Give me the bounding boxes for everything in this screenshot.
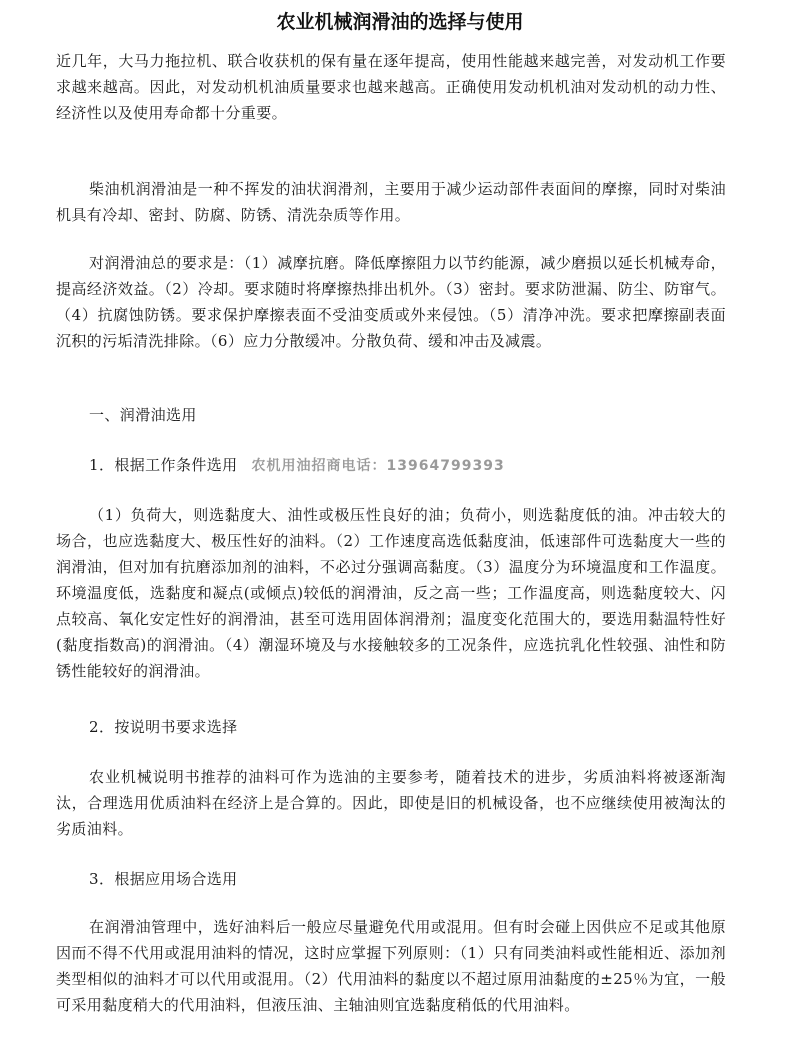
- sub2-heading: 2．按说明书要求选择: [89, 718, 238, 736]
- intro-paragraph: 近几年，大马力拖拉机、联合收获机的保有量在逐年提高，使用性能越来越完善，对发动机工作要求越来越高。因此，对发动机机油质量要求也越来越高。正确使用发动机机油对发动机的动力性、经济性以及使用寿命都十分重要。: [56, 52, 726, 122]
- document-title: 农业机械润滑油的选择与使用: [276, 11, 524, 33]
- sub2-body: 农业机械说明书推荐的油料可作为选油的主要参考，随着技术的进步，劣质油料将被逐渐淘汰，合理选用优质油料在经济上是合算的。因此，即使是旧的机械设备，也不应继续使用被淘汰的劣质油料。: [56, 768, 726, 838]
- sub3-body: 在润滑油管理中，选好油料后一般应尽量避免代用或混用。但有时会碰上因供应不足或其他原因而不得不代用或混用油料的情况，这时应掌握下列原则：（1）只有同类油料或性能相近、添加剂类型相似的油料才可以代用或混用。（2）代用油料的黏度以不超过原用油黏度的±25％为宜，一般可采用黏度稍大的代用油料，但液压油、主轴油则宜选黏度稍低的代用油料。: [56, 918, 726, 1014]
- sub1-body: （1）负荷大，则选黏度大、油性或极压性良好的油；负荷小，则选黏度低的油。冲击较大的场合，也应选黏度大、极压性好的油料。（2）工作速度高选低黏度油，低速部件可选黏度大一些的润滑油，但对加有抗磨添加剂的油料，不必过分强调高黏度。（3）温度分为环境温度和工作温度。环境温度低，选黏度和凝点(或倾点)较低的润滑油，反之高一些；工作温度高，则选黏度较大、闪点较高、氧化安定性好的润滑油，甚至可选用固体润滑剂；温度变化范围大的，要选用黏温特性好(黏度指数高)的润滑油。（4）潮湿环境及与水接触较多的工况条件，应选抗乳化性较强、油性和防锈性能较好的润滑油。: [56, 506, 726, 680]
- section1-heading: 一、润滑油选用: [89, 406, 197, 424]
- watermark-phone: 农机用油招商电话：13964799393: [251, 458, 505, 474]
- requirements-paragraph: 对润滑油总的要求是：（1）减摩抗磨。降低摩擦阻力以节约能源，减少磨损以延长机械寿命，提高经济效益。（2）冷却。要求随时将摩擦热排出机外。（3）密封。要求防泄漏、防尘、防窜气。（4）抗腐蚀防锈。要求保护摩擦表面不受油变质或外来侵蚀。（5）清净冲洗。要求把摩擦副表面沉积的污垢清洗排除。（6）应力分散缓冲。分散负荷、缓和冲击及减震。: [56, 254, 726, 350]
- sub1-heading: 1．根据工作条件选用: [89, 456, 238, 474]
- sub1-heading-line: [56, 452, 726, 479]
- definition-paragraph: 柴油机润滑油是一种不挥发的油状润滑剂，主要用于减少运动部件表面间的摩擦，同时对柴油机具有冷却、密封、防腐、防锈、清洗杂质等作用。: [56, 180, 726, 224]
- sub3-heading: 3．根据应用场合选用: [89, 870, 238, 888]
